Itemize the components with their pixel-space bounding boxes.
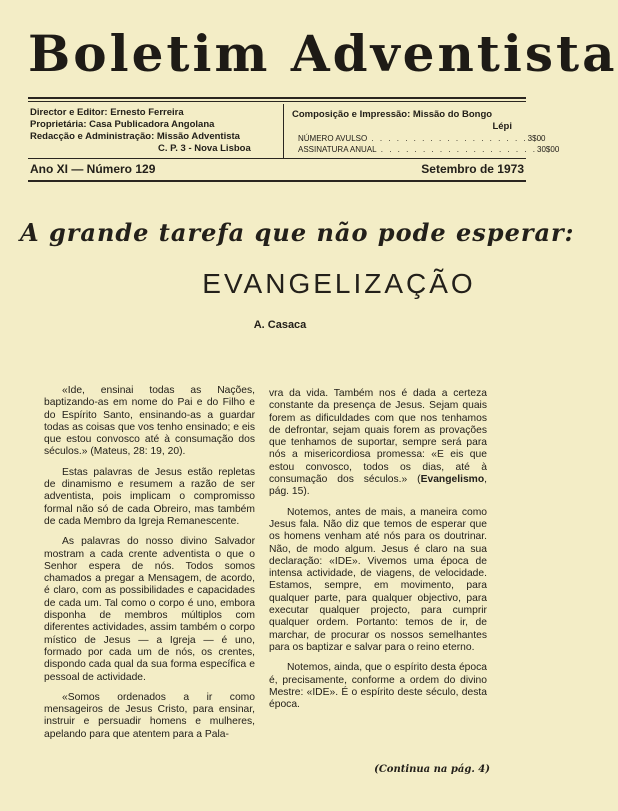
issue-row — [30, 162, 524, 176]
source-title: Evangelismo — [420, 474, 485, 486]
paragraph-text: vra da vida. Também nos é dada a certeza constante da presença de Jesus. Sejam quais forem as dificuldades com que nos tenhamos de defrontar, sejam quais forem as provações que tenhamos de suportar, sempre será para nós a misericordiosa promessa: «E eis que estou convosco, todos os dias, até à consumação dos séculos.» ( — [269, 388, 487, 486]
continuation-note: (Continua na pág. 4) — [374, 764, 490, 775]
owner-line: Proprietária: Casa Publicadora Angolana — [30, 119, 215, 130]
paragraph-text-end: , pág. 15). — [269, 474, 487, 498]
composition-line: Composição e Impressão: Missão do Bongo — [292, 109, 493, 120]
print-info — [292, 109, 560, 155]
paragraph: «Somos ordenados a ir como mensageiros de Jesus Cristo, para ensinar, instruir e persuadir homens e mulheres, apelando para que atentem para a Pala- — [44, 691, 255, 740]
price-label: NÚMERO AVULSO — [298, 134, 368, 143]
article-column-right — [269, 388, 487, 719]
publisher-info — [30, 107, 280, 155]
paragraph: «Ide, ensinai todas as Nações, baptizando-as em nome do Pai e do Filho e do Espírito Santo, ensinando-as a guardar todas as coisas que vos tenho ensinado; e eis que estou convosco até à consumação dos séculos.» (Mateus, 28: 19, 20). — [44, 385, 255, 458]
director-line: Director e Editor: Ernesto Ferreira — [30, 107, 184, 118]
article-author: A. Casaca — [253, 319, 307, 331]
composition-place: Lépi — [492, 121, 512, 132]
leader-dots: . . . . . . . . . . . . . . . . . . . — [367, 134, 528, 143]
masthead-rule-top — [28, 97, 526, 99]
article-column-left — [44, 385, 255, 749]
price-value: 30$00 — [537, 145, 560, 154]
paragraph: Estas palavras de Jesus estão repletas de dinamismo e resumem a razão de ser adventista, pois implicam o compromisso formal não só de cada Obreiro, mas também de cada Membro da Igreja Remanescente. — [44, 466, 255, 527]
price-label: ASSINATURA ANUAL — [298, 145, 377, 154]
paragraph: As palavras do nosso divino Salvador mostram a cada crente adventista o que o Senhor espera de nós. Todos somos chamados a pregar a Mensagem, de acordo, é claro, com as possibilidades e capacidades de cada um. Tal como o corpo é uno, embora disponha de membros múltiplos com diferentes actividades, assim também o corpo místico de Jesus — a Igreja — é uno, formado por cada um de nós, os crentes, dispondo cada qual da sua forma específica e pessoal de actividade. — [44, 536, 255, 683]
price-row-annual — [292, 145, 560, 155]
leader-dots: . . . . . . . . . . . . . . . . . . . — [376, 145, 538, 154]
address-line: C. P. 3 - Nova Lisboa — [158, 143, 251, 154]
masthead-rule-bottom — [28, 101, 526, 102]
masthead-title: Boletim Adventista — [28, 24, 618, 83]
article-subhead: EVANGELIZAÇÃO — [202, 268, 476, 299]
article-headline: A grande tarefa que não pode esperar: — [20, 218, 575, 247]
paragraph: Notemos, ainda, que o espírito desta época é, precisamente, conforme a ordem do divino Mestre: «IDE». É o espírito deste século, desta época. — [269, 662, 487, 711]
paragraph — [269, 388, 487, 499]
issue-number: Ano XI — Número 129 — [30, 162, 156, 176]
price-row-single — [292, 134, 546, 144]
info-divider — [283, 104, 284, 158]
redaction-line: Redacção e Administração: Missão Adventista — [30, 131, 240, 142]
issue-rule — [28, 180, 526, 182]
price-value: 3$00 — [527, 134, 546, 143]
issue-date: Setembro de 1973 — [421, 162, 524, 176]
paragraph: Notemos, antes de mais, a maneira como Jesus fala. Não diz que temos de esperar que os homens venham até nós para os doutrinar. Não, de modo algum. Jesus é claro na sua declaração: «IDE». Vivemos uma época de intensa actividade, de viagens, de velocidade. Estamos, sempre, em movimento, para qualquer parte, para qualquer objectivo, para executar qualquer projecto, para cumprir qualquer ordem. Portanto: temos de ir, de marchar, de procurar os nossos semelhantes para os baptizar e salvar para o reino eterno. — [269, 506, 487, 653]
info-rule — [28, 158, 526, 159]
